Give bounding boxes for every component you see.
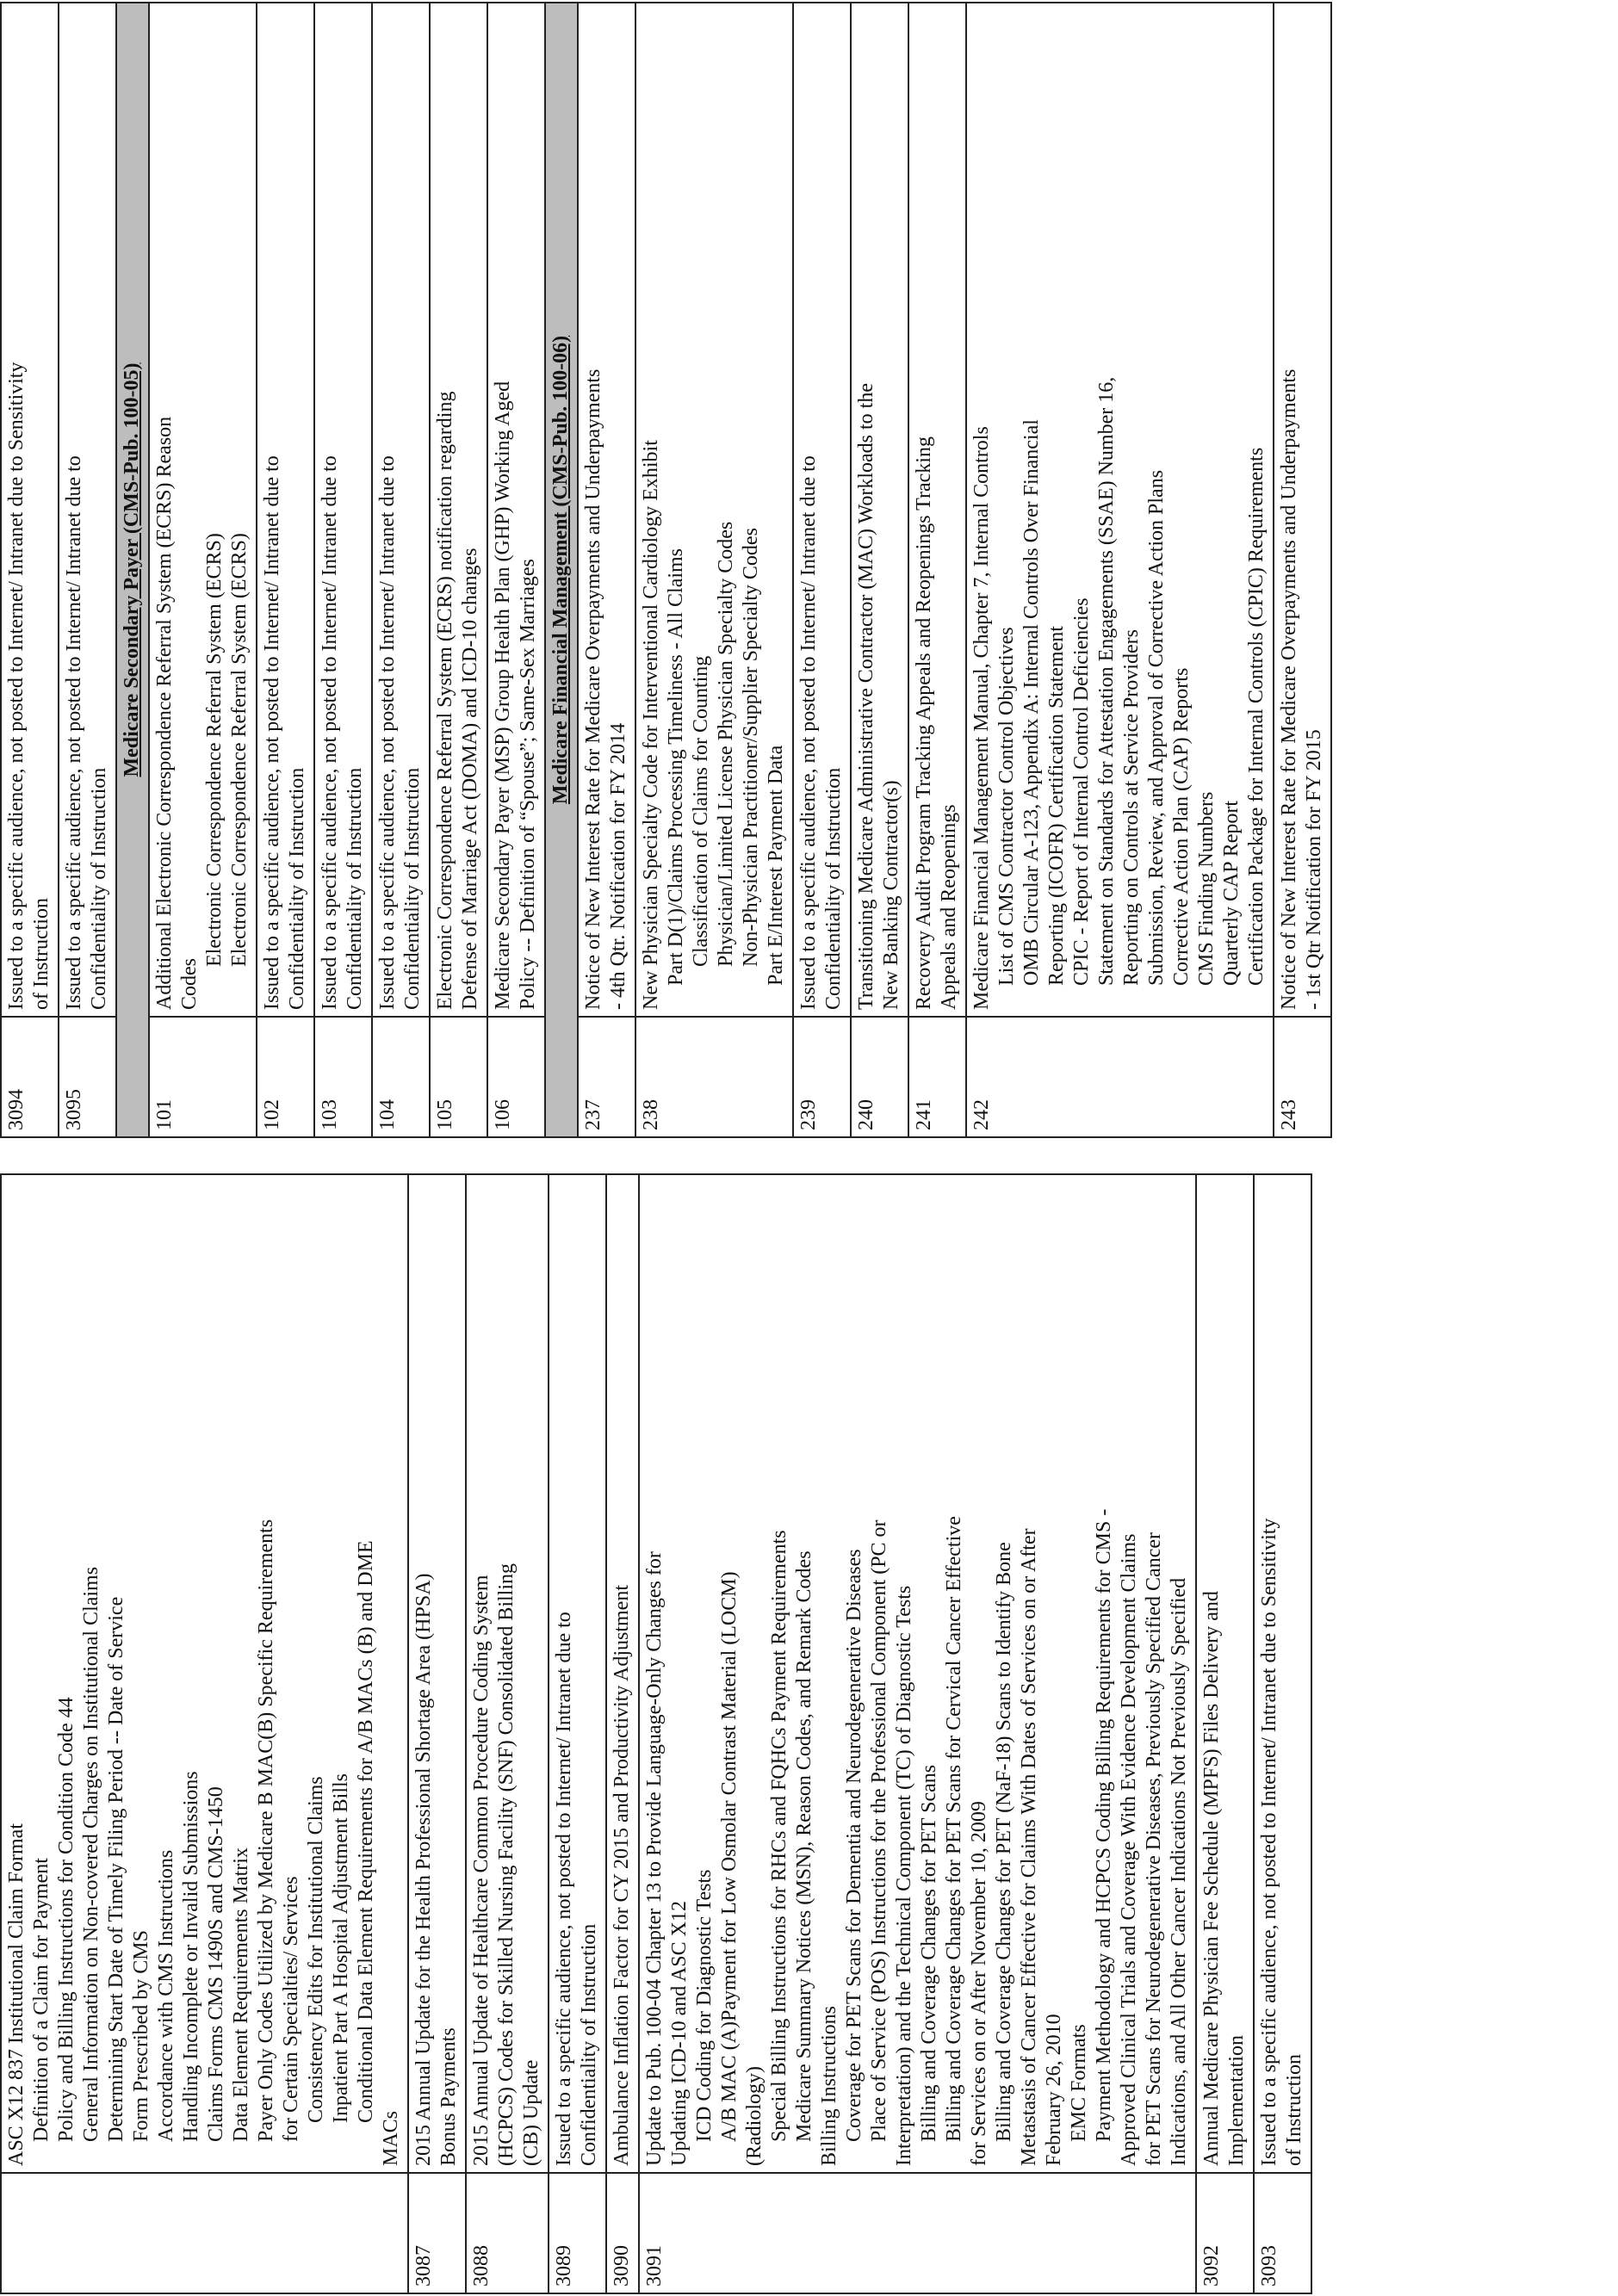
section-header-row [116,3,149,1137]
subject-cell [1,3,59,1017]
subject-line: Part E/Interest Payment Data [765,745,787,986]
transmittal-number: 3089 [549,2173,606,2293]
transmittal-number: 238 [635,1017,793,1137]
subject-line: (Radiology) [743,2066,766,2166]
subject-line: Policy and Billing Instructions for Condition Code 44 [55,1697,77,2142]
transmittal-number: 103 [314,1017,372,1137]
subject-cell [1196,1174,1254,2173]
transmittal-number: 102 [257,1017,314,1137]
table-row [59,3,116,1137]
table-row [1274,3,1331,1137]
subject-line: Confidentiality of Instruction [578,1923,600,2166]
subject-line: CMS Finding Numbers [1195,791,1218,986]
subject-line: Confidentiality of Instruction [401,767,424,1010]
subject-line: Appeals and Reopenings [938,804,960,1010]
subject-line: Claims Forms CMS 1490S and CMS-1450 [205,1786,227,2142]
subject-cell [851,3,908,1017]
subject-line: Submission, Review, and Approval of Corrective Action Plans [1145,469,1168,986]
subject-line: Handling Incomplete or Invalid Submissions [180,1771,202,2142]
subject-line: Data Element Requirements Matrix [230,1847,252,2142]
table-row [149,3,257,1137]
transmittal-number: 243 [1274,1017,1331,1137]
subject-line: (HCPCS) Codes for Skilled Nursing Facility (SNF) Consolidated Billing [495,1563,518,2166]
subject-line: Physician/Limited License Physician Specialty Codes [715,521,737,967]
subject-line: - 1st Qtr Notification for FY 2015 [1303,729,1325,1010]
subject-line: Certification Package for Internal Controls (CPIC) Requirements [1245,447,1268,986]
table-row [635,3,793,1137]
transmittal-number: 242 [966,1017,1274,1137]
subject-line: Confidentiality of Instruction [344,767,366,1010]
section-title: Medicare Financial Management (CMS-Pub. 100-06) [549,335,572,805]
table-row [1196,1174,1254,2293]
section-title: Medicare Secondary Payer (CMS-Pub. 100-05) [121,362,143,777]
table-row [1,1174,408,2293]
subject-cell [1,1174,408,2173]
subject-line: Inpatient Part A Hospital Adjustment Bills [330,1773,352,2123]
table-row [908,3,966,1137]
table-row [466,1174,549,2293]
transmittal-number: 104 [372,1017,430,1137]
subject-line: Conditional Data Element Requirements for A/B MACs (B) and DME [355,1540,377,2123]
table-row [606,1174,639,2293]
subject-cell [487,3,545,1017]
subject-line: EMC Formats [1068,2024,1090,2142]
subject-line: Recovery Audit Program Tracking Appeals and Reopenings Tracking [913,436,935,1010]
subject-line: Billing Instructions [818,2006,840,2166]
subject-line: A/B MAC (A)Payment for Low Osmolar Contrast Material (LOCM) [718,1571,741,2142]
subject-cell [466,1174,549,2173]
subject-line: Form Prescribed by CMS [130,1930,152,2142]
subject-line: Reporting (ICOFR) Certification Statement [1045,626,1068,986]
subject-line: Accordance with CMS Instructions [155,1849,177,2142]
transmittal-number: 240 [851,1017,908,1137]
subject-line: Payment Methodology and HCPCS Coding Billing Requirements for CMS - [1093,1508,1115,2142]
transmittal-number: 3090 [606,2173,639,2293]
subject-cell [1254,1174,1311,2173]
transmittal-number: 3091 [639,2173,1196,2293]
transmittal-number: 239 [793,1017,851,1137]
subject-line: Issued to a specific audience, not posted to Internet/ Intranet due to [63,455,85,1010]
table-row [1254,1174,1311,2293]
subject-line: for Certain Specialties/ Services [280,1876,302,2142]
subject-line: General Information on Non-covered Charges on Institutional Claims [80,1566,102,2142]
transmittal-number: 3092 [1196,2173,1254,2293]
subject-line: Issued to a specific audience, not posted to Internet/ Intranet due to Sensitivity [5,362,28,1010]
subject-line: Issued to a specific audience, not posted to Internet/ Intranet due to Sensitivity [1258,1518,1280,2166]
table-row [549,1174,606,2293]
table-row [257,3,314,1137]
subject-line: Issued to a specific audience, not posted to Internet/ Intranet due to [553,1612,575,2166]
section-header-row [545,3,578,1137]
subject-line: Annual Medicare Physician Fee Schedule (MPFS) Files Delivery and [1200,1591,1223,2166]
table-row [430,3,487,1137]
subject-line: Reporting on Controls at Service Providers [1120,629,1143,986]
subject-line: Defense of Marriage Act (DOMA) and ICD-10 changes [459,548,481,1010]
left-instructions-table [0,1173,1312,2294]
table-row [408,1174,466,2293]
transmittal-number: 241 [908,1017,966,1137]
subject-line: Classification of Claims for Counting [690,655,712,967]
transmittal-number: 105 [430,1017,487,1137]
subject-cell [639,1174,1196,2173]
subject-line: 2015 Annual Update for the Health Professional Shortage Area (HPSA) [412,1573,435,2166]
subject-cell [908,3,966,1017]
subject-line: OMB Circular A-123, Appendix A: Internal Controls Over Financial [1020,419,1043,986]
subject-line: Approved Clinical Trials and Coverage With Evidence Development Claims [1118,1533,1140,2166]
subject-line: for Services on or After November 10, 2009 [968,1801,990,2166]
subject-line: Medicare Secondary Payer (MSP) Group Health Plan (GHP) Working Aged [492,381,514,1010]
section-header [545,3,578,1137]
subject-cell [549,1174,606,2173]
subject-line: Quarterly CAP Report [1220,800,1243,986]
right-instructions-table [0,2,1332,1138]
subject-line: ICD Coding for Diagnostic Tests [693,1869,716,2142]
subject-cell [606,1174,639,2173]
subject-line: Medicare Financial Management Manual, Chapter 7, Internal Controls [970,426,993,1010]
subject-line: Policy -- Definition of “Spouse”; Same-Sex Marriages [517,559,539,1010]
table-row [372,3,430,1137]
transmittal-number [1,2173,408,2293]
subject-line: MACs [380,2110,402,2166]
subject-line: Billing and Coverage Changes for PET Scans for Cervical Cancer Effective [943,1516,965,2142]
subject-line: List of CMS Contractor Control Objectives [995,627,1018,986]
subject-line: Consistency Edits for Institutional Claims [305,1776,327,2123]
table-row [851,3,908,1137]
subject-line: Issued to a specific audience, not posted to Internet/ Intranet due to [376,455,399,1010]
subject-line: for PET Scans for Neurodegenerative Diseases, Previously Specified Cancer [1143,1532,1165,2166]
subject-line: Electronic Correspondence Referral System (ECRS) [203,533,226,967]
subject-line: Notice of New Interest Rate for Medicare Overpayments and Underpayments [582,368,604,1010]
subject-line: New Physician Specialty Code for Interventional Cardiology Exhibit [640,440,662,1010]
subject-line: Confidentiality of Instruction [88,767,110,1010]
subject-cell [578,3,635,1017]
subject-line: Billing and Coverage Changes for PET Scans [918,1764,940,2142]
subject-line: Special Billing Instructions for RHCs and FQHCs Payment Requirements [768,1530,790,2142]
subject-line: Issued to a specific audience, not posted to Internet/ Intranet due to [797,455,820,1010]
subject-cell [1274,3,1331,1017]
subject-cell [314,3,372,1017]
subject-cell [408,1174,466,2173]
subject-cell [966,3,1274,1017]
subject-line: Metastasis of Cancer Effective for Claims With Dates of Services on or After [1018,1528,1040,2166]
subject-line: Medicare Summary Notices (MSN), Reason Codes, and Remark Codes [793,1550,815,2142]
subject-line: of Instruction [1283,2054,1305,2166]
subject-line: Electronic Correspondence Referral System (ECRS) [228,533,251,967]
subject-line: (CB) Update [520,2059,542,2166]
table-row [966,3,1274,1137]
transmittal-number: 3093 [1254,2173,1311,2293]
subject-line: Electronic Correspondence Referral System (ECRS) notification regarding [434,391,456,1010]
subject-line: - 4th Qtr. Notification for FY 2014 [607,722,629,1010]
subject-line: New Banking Contractor(s) [880,780,902,1010]
transmittal-number: 101 [149,1017,257,1137]
subject-cell [635,3,793,1017]
table-row [314,3,372,1137]
subject-line: Statement on Standards for Attestation Engagements (SSAE) Number 16, [1095,376,1118,986]
subject-line: Payer Only Codes Utilized by Medicare B MAC(B) Specific Requirements [255,1519,277,2142]
transmittal-number: 106 [487,1017,545,1137]
transmittal-number: 3087 [408,2173,466,2293]
subject-line: ASC X12 837 Institutional Claim Format [5,1823,28,2166]
subject-line: Billing and Coverage Changes for PET (NaF-18) Scans to Identify Bone [993,1542,1015,2142]
subject-line: CPIC - Report of Internal Control Deficiencies [1070,597,1093,986]
table-row [487,3,545,1137]
subject-line: Issued to a specific audience, not posted to Internet/ Intranet due to [319,455,341,1010]
transmittal-number: 3088 [466,2173,549,2293]
subject-line: Codes [178,958,201,1010]
subject-line: Additional Electronic Correspondence Referral System (ECRS) Reason [153,416,176,1010]
subject-line: Bonus Payments [437,2027,460,2166]
subject-line: Notice of New Interest Rate for Medicare Overpayments and Underpayments [1278,368,1300,1010]
subject-line: Corrective Action Plan (CAP) Reports [1170,667,1193,986]
subject-line: Updating ICD-10 and ASC X12 [668,1901,691,2166]
subject-line: February 26, 2010 [1043,2014,1065,2166]
subject-cell [59,3,116,1017]
subject-line: Place of Service (POS) Instructions for the Professional Component (PC or [868,1519,890,2142]
subject-line: Part D(1)/Claims Processing Timeliness - All Claims [665,548,687,986]
subject-line: Implementation [1225,2035,1248,2166]
subject-line: Coverage for PET Scans for Dementia and Neurodegenerative Diseases [843,1549,865,2142]
subject-line: Non-Physician Practitioner/Supplier Specialty Codes [740,528,762,967]
table-row [639,1174,1196,2293]
table-row [1,3,59,1137]
subject-cell [372,3,430,1017]
subject-line: Definition of a Claim for Payment [30,1858,53,2142]
subject-cell [257,3,314,1017]
section-header [116,3,149,1137]
subject-cell [793,3,851,1017]
subject-line: Confidentiality of Instruction [822,767,845,1010]
subject-line: 2015 Annual Update of Healthcare Common Procedure Coding System [470,1575,493,2166]
table-row [578,3,635,1137]
table-row [793,3,851,1137]
subject-line: Issued to a specific audience, not posted to Internet/ Intranet due to [261,455,283,1010]
subject-cell [430,3,487,1017]
subject-line: Ambulance Inflation Factor for CY 2015 and Productivity Adjustment [611,1585,633,2166]
subject-line: Determining Start Date of Timely Filing Period -- Date of Service [105,1596,127,2142]
transmittal-number: 3094 [1,1017,59,1137]
subject-line: Interpretation) and the Technical Component (TC) of Diagnostic Tests [893,1585,915,2166]
subject-line: Update to Pub. 100-04 Chapter 13 to Provide Language-Only Changes for [643,1551,666,2166]
subject-cell [149,3,257,1017]
subject-line: Indications, and All Other Cancer Indications Not Previously Specified [1168,1577,1190,2166]
subject-line: Confidentiality of Instruction [286,767,308,1010]
transmittal-number: 3095 [59,1017,116,1137]
subject-line: Transitioning Medicare Administrative Contractor (MAC) Workloads to the [855,383,877,1010]
subject-line: of Instruction [30,898,53,1010]
transmittal-number: 237 [578,1017,635,1137]
